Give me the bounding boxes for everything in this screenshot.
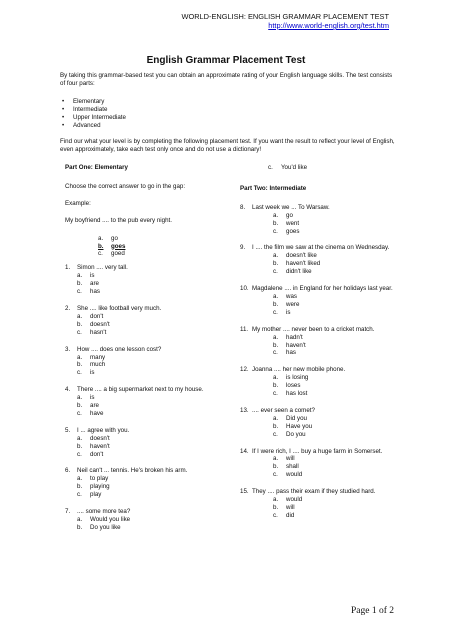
- list-item: • Advanced: [62, 122, 126, 130]
- option-text: is: [90, 369, 95, 377]
- option-text: were: [286, 300, 300, 308]
- question-row: [240, 244, 398, 252]
- option-text: goes: [111, 242, 126, 250]
- parts-list: [62, 98, 126, 130]
- option-letter: a.: [273, 333, 279, 341]
- option-text: has lost: [286, 390, 308, 398]
- option-item: [273, 382, 398, 390]
- intro-paragraph: By taking this grammar-based test you can obtain an approximate rating of your English language skills. The test consists of four parts:: [60, 72, 393, 87]
- part-two-heading: Part Two: Intermediate: [240, 184, 307, 192]
- option-text: playing: [90, 483, 110, 491]
- option-item: [77, 272, 223, 280]
- option-letter: a.: [77, 312, 83, 320]
- option-letter: a.: [77, 394, 83, 402]
- answer-options: [273, 212, 398, 236]
- question-row: [65, 508, 223, 516]
- question-number: 13.: [240, 406, 249, 414]
- page-header: [181, 12, 389, 30]
- option-letter: a.: [273, 455, 279, 463]
- option-text: haven't: [90, 442, 110, 450]
- option-item: [273, 342, 398, 350]
- option-letter: b.: [77, 280, 83, 288]
- option-item: [273, 293, 398, 301]
- part-two-questions: [240, 204, 398, 520]
- question-row: [65, 386, 223, 394]
- option-item: [77, 435, 223, 443]
- answer-options: [77, 394, 223, 418]
- option-item: [273, 228, 398, 236]
- option-letter: b.: [273, 422, 279, 430]
- option-text: will: [286, 504, 295, 511]
- option-letter: a.: [77, 272, 83, 280]
- option-item: [273, 431, 398, 439]
- option-letter: b.: [273, 382, 279, 390]
- question-item: [65, 427, 223, 459]
- question-item: [240, 488, 398, 520]
- option-text: are: [90, 280, 99, 288]
- option-text: shall: [286, 463, 299, 471]
- option-text: goes: [286, 227, 300, 235]
- part-one-heading: Part One: Elementary: [65, 164, 128, 171]
- question-row: [240, 407, 398, 415]
- option-text: Do you like: [90, 523, 121, 531]
- question-text: How .... does one lesson cost?: [77, 345, 162, 353]
- option-item: [77, 394, 223, 402]
- answer-options: [77, 516, 223, 532]
- example-options: [98, 235, 223, 259]
- part-one-prompt: Choose the correct answer to go in the gap:: [65, 182, 186, 190]
- answer-options: [273, 455, 398, 479]
- question-text: If I were rich, I .... buy a huge farm in Somerset.: [252, 447, 383, 455]
- question-number: 10.: [240, 285, 249, 293]
- question-row: [240, 448, 398, 456]
- question-item: [240, 326, 398, 358]
- option-letter: c.: [77, 328, 82, 336]
- option-item: [77, 402, 223, 410]
- option-letter: b.: [77, 523, 83, 531]
- option-letter: c.: [273, 308, 278, 316]
- question-item: [240, 285, 398, 317]
- option-letter: b.: [77, 402, 83, 410]
- question-number: 2.: [65, 304, 71, 312]
- option-text: doesn't like: [286, 252, 317, 260]
- option-text: did: [286, 511, 295, 519]
- example-sentence: My boyfriend .... to the pub every night.: [65, 216, 172, 224]
- question-number: 4.: [65, 386, 71, 394]
- option-letter: c.: [268, 164, 273, 171]
- option-item: [77, 451, 223, 459]
- option-item: [273, 496, 398, 504]
- option-text: has: [286, 349, 296, 357]
- option-text: would: [286, 471, 303, 479]
- option-text: is losing: [286, 374, 309, 382]
- question-text: Joanna .... her new mobile phone.: [252, 366, 346, 374]
- question-text: Magdalene .... in England for her holidays last year.: [252, 285, 393, 293]
- option-text: many: [90, 353, 106, 361]
- option-text: hasn't: [90, 328, 107, 336]
- question-number: 9.: [240, 244, 246, 252]
- answer-options: [273, 252, 398, 276]
- q7-option-c: [268, 164, 398, 172]
- option-item: [273, 374, 398, 382]
- answer-options: [273, 415, 398, 439]
- option-text: will: [286, 455, 295, 463]
- option-item: [77, 354, 223, 362]
- option-text: Would you like: [90, 516, 131, 523]
- question-item: [240, 448, 398, 480]
- question-item: [65, 305, 223, 337]
- answer-options: [77, 272, 223, 296]
- option-text: much: [90, 361, 106, 369]
- question-row: [65, 264, 223, 272]
- answer-options: [273, 334, 398, 358]
- option-text: goed: [111, 250, 125, 258]
- option-text: went: [286, 219, 300, 227]
- option-letter: b.: [273, 504, 279, 511]
- question-text: My mother .... never been to a cricket match.: [252, 325, 375, 333]
- header-title: WORLD-ENGLISH: ENGLISH GRAMMAR PLACEMENT TEST: [181, 12, 389, 21]
- list-item: • Upper Intermediate: [62, 114, 126, 122]
- option-text: Do you: [286, 430, 306, 438]
- option-letter: b.: [273, 260, 279, 268]
- option-item: [98, 235, 223, 243]
- option-item: [273, 334, 398, 342]
- question-text: They .... pass their exam if they studied hard.: [252, 488, 376, 496]
- option-text: have: [90, 409, 104, 417]
- part-one-questions: [65, 264, 223, 531]
- option-letter: b.: [77, 320, 83, 328]
- option-letter: c.: [273, 390, 278, 398]
- question-row: [65, 305, 223, 313]
- question-number: 11.: [240, 325, 249, 333]
- example-label: Example:: [65, 199, 91, 207]
- option-text: hadn't: [286, 333, 303, 341]
- answer-options: [77, 435, 223, 459]
- question-row: [240, 326, 398, 334]
- question-item: [240, 244, 398, 276]
- answer-options: [77, 475, 223, 499]
- question-number: 14.: [240, 447, 249, 455]
- option-letter: a.: [98, 234, 104, 242]
- option-item: [77, 516, 223, 524]
- option-letter: a.: [77, 516, 83, 523]
- option-letter: a.: [273, 496, 279, 504]
- answer-options: [273, 496, 398, 520]
- question-row: [240, 366, 398, 374]
- question-item: [65, 264, 223, 296]
- question-item: [65, 467, 223, 499]
- question-row: [65, 346, 223, 354]
- option-letter: c.: [273, 511, 278, 519]
- option-letter: c.: [273, 349, 278, 357]
- option-item: [268, 164, 398, 172]
- option-letter: a.: [273, 292, 279, 300]
- option-text: doesn't: [90, 434, 110, 442]
- option-item: [273, 309, 398, 317]
- option-letter: a.: [273, 252, 279, 260]
- question-text: I .... the film we saw at the cinema on Wednesday.: [252, 244, 390, 252]
- option-text: has: [90, 288, 100, 296]
- option-letter: b.: [77, 483, 83, 491]
- option-item: [273, 390, 398, 398]
- option-letter: a.: [273, 211, 279, 219]
- option-letter: b.: [77, 442, 83, 450]
- option-letter: b.: [77, 361, 83, 369]
- option-text: didn't like: [286, 268, 312, 276]
- question-text: Last week we ... To Warsaw.: [252, 203, 330, 211]
- left-column: [65, 164, 223, 532]
- question-item: [65, 346, 223, 378]
- question-item: [65, 386, 223, 418]
- option-item: [77, 288, 223, 296]
- question-text: Simon .... very tall.: [77, 264, 128, 272]
- option-item: [77, 313, 223, 321]
- option-letter: c.: [273, 471, 278, 479]
- option-item: [273, 268, 398, 276]
- option-text: doesn't: [90, 320, 110, 328]
- option-letter: a.: [273, 414, 279, 422]
- option-letter: c.: [77, 369, 82, 377]
- option-text: is: [90, 272, 95, 280]
- option-text: haven't liked: [286, 260, 321, 268]
- option-item: [77, 361, 223, 369]
- option-item: [77, 280, 223, 288]
- option-text: is: [90, 394, 95, 402]
- option-item: [273, 260, 398, 268]
- question-number: 1.: [65, 264, 71, 272]
- question-number: 6.: [65, 467, 71, 475]
- option-text: go: [286, 211, 293, 219]
- question-row: [240, 285, 398, 293]
- option-letter: b.: [273, 219, 279, 227]
- option-letter: c.: [77, 450, 82, 458]
- option-text: would: [286, 496, 303, 504]
- header-url-link[interactable]: http://www.world-english.org/test.htm: [268, 21, 389, 30]
- option-letter: a.: [77, 353, 83, 361]
- question-text: I ... agree with you.: [77, 426, 130, 434]
- option-letter: a.: [273, 374, 279, 382]
- option-letter: c.: [77, 409, 82, 417]
- option-text: loses: [286, 382, 301, 390]
- option-letter: c.: [98, 250, 103, 258]
- option-item: [273, 504, 398, 512]
- option-letter: b.: [98, 242, 104, 250]
- option-item: [273, 415, 398, 423]
- option-item: [273, 463, 398, 471]
- option-item: [273, 471, 398, 479]
- option-letter: b.: [273, 341, 279, 349]
- question-number: 5.: [65, 426, 71, 434]
- page-number: Page 1 of 2: [350, 606, 394, 616]
- option-item: [273, 220, 398, 228]
- option-item: [273, 455, 398, 463]
- question-row: [65, 427, 223, 435]
- option-item: [273, 349, 398, 357]
- option-text: is: [286, 308, 291, 316]
- answer-options: [77, 313, 223, 337]
- option-item: [77, 369, 223, 377]
- answer-options: [273, 293, 398, 317]
- list-item: • Intermediate: [62, 106, 126, 114]
- question-row: [240, 204, 398, 212]
- option-letter: c.: [273, 227, 278, 235]
- option-text: go: [111, 234, 118, 242]
- option-letter: c.: [77, 491, 82, 499]
- option-item: [77, 410, 223, 418]
- option-letter: b.: [273, 300, 279, 308]
- question-number: 15.: [240, 488, 249, 496]
- answer-options: [273, 374, 398, 398]
- question-item: [65, 508, 223, 532]
- option-text: You'd like: [281, 164, 308, 171]
- question-item: [240, 366, 398, 398]
- option-item: [77, 491, 223, 499]
- option-text: don't: [90, 450, 104, 458]
- option-text: to play: [90, 475, 109, 483]
- answer-options: [77, 354, 223, 378]
- option-item: [77, 475, 223, 483]
- option-letter: a.: [77, 475, 83, 483]
- question-text: She .... like football very much.: [77, 304, 162, 312]
- option-item: [77, 524, 223, 532]
- question-item: [240, 407, 398, 439]
- option-text: are: [90, 402, 99, 410]
- option-letter: b.: [273, 463, 279, 471]
- option-text: was: [286, 292, 298, 300]
- question-text: Neil can't ... tennis. He's broken his arm.: [77, 467, 188, 475]
- right-column: [240, 164, 398, 520]
- question-number: 12.: [240, 366, 249, 374]
- option-item: [273, 301, 398, 309]
- question-row: [240, 488, 398, 496]
- question-text: There .... a big supermarket next to my house.: [77, 386, 204, 394]
- option-letter: c.: [273, 268, 278, 276]
- question-number: 7.: [65, 508, 71, 516]
- option-text: play: [90, 491, 102, 499]
- option-item: [77, 483, 223, 491]
- option-text: haven't: [286, 341, 306, 349]
- option-item: [77, 329, 223, 337]
- question-row: [65, 467, 223, 475]
- option-letter: c.: [77, 288, 82, 296]
- option-letter: c.: [273, 430, 278, 438]
- option-item: [273, 252, 398, 260]
- question-text: .... some more tea?: [77, 508, 131, 516]
- page-title: English Grammar Placement Test: [146, 55, 306, 66]
- option-letter: a.: [77, 434, 83, 442]
- question-text: .... ever seen a comet?: [252, 406, 315, 414]
- option-item: [273, 423, 398, 431]
- option-item: [77, 321, 223, 329]
- option-item: [98, 250, 223, 258]
- option-text: Have you: [286, 422, 313, 430]
- question-number: 3.: [65, 345, 71, 353]
- question-number: 8.: [240, 203, 246, 211]
- option-item: [273, 212, 398, 220]
- question-item: [240, 204, 398, 236]
- option-item: [273, 512, 398, 520]
- option-text: don't: [90, 312, 104, 320]
- option-text: Did you: [286, 414, 307, 422]
- list-item: • Elementary: [62, 98, 126, 106]
- option-item: [77, 443, 223, 451]
- instructions-paragraph: Find our what your level is by completing the following placement test. If you want the result to reflect your level of English, even approximately, take each test only once and do not use a dictionary!: [60, 138, 395, 153]
- example-answer: [98, 243, 223, 251]
